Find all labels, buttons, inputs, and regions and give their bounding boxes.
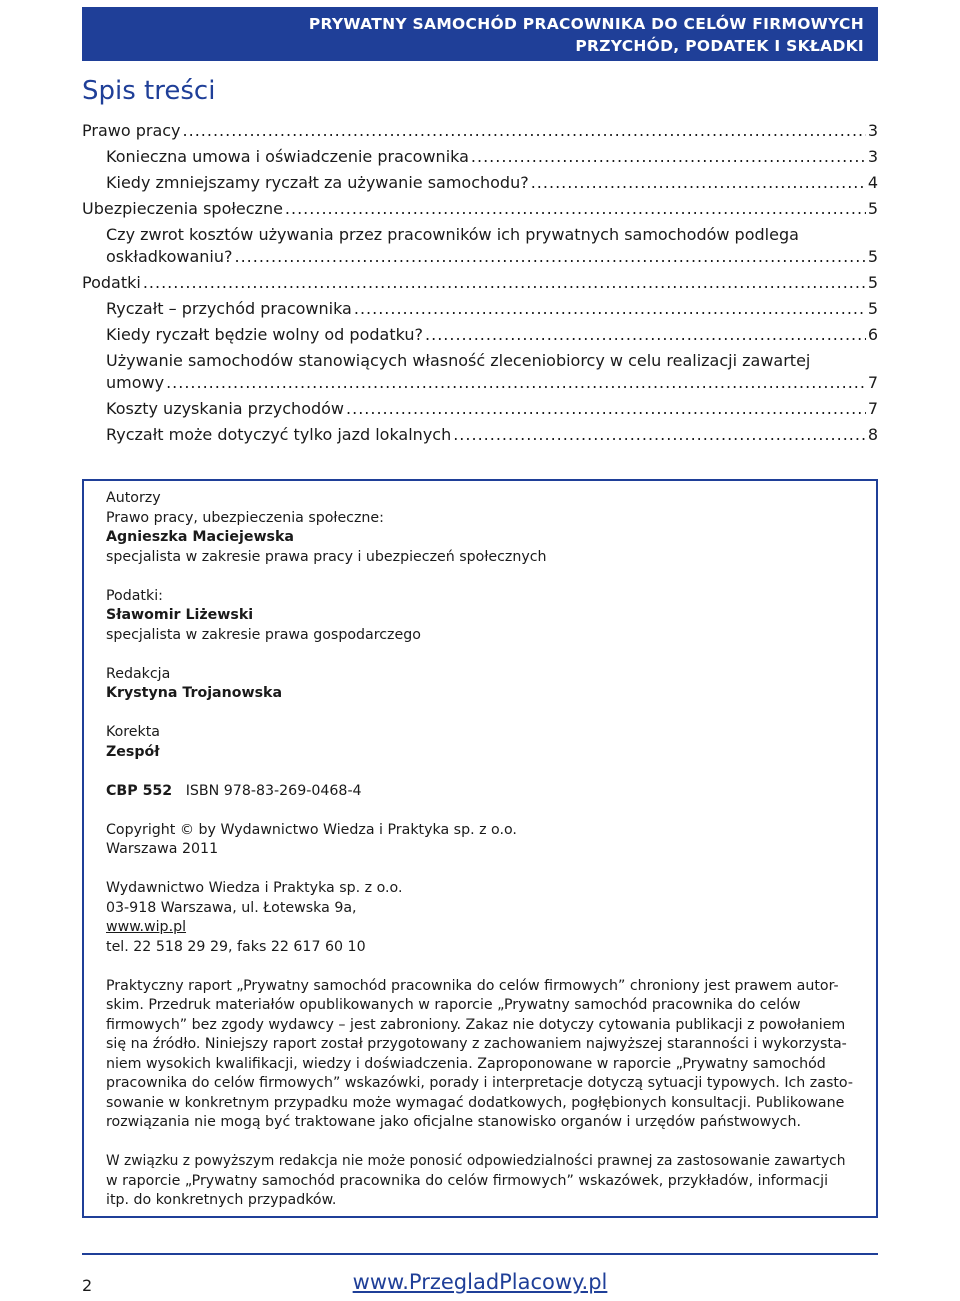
credits-box (82, 479, 878, 1218)
publisher-address: 03-918 Warszawa, ul. Łotewska 9a, (106, 899, 357, 916)
toc-page-number: 5 (867, 247, 878, 266)
toc-leader-dots (183, 120, 866, 142)
toc-leader-dots (285, 198, 866, 220)
toc-entry-ryczalt-wolny[interactable] (82, 324, 878, 346)
toc-entry-label: Podatki (82, 273, 141, 292)
toc-page-number: 5 (867, 273, 878, 292)
toc-entry-label: umowy (106, 373, 165, 392)
toc-page-number: 5 (867, 199, 878, 218)
disclaimer-line: pracownika do celów firmowych” wskazówki, porady i interpretacje dotyczą sytuacji typowych. Ich zasto- (106, 1075, 853, 1091)
toc-title: Spis treści (82, 76, 216, 106)
toc-page-number: 6 (867, 325, 878, 344)
disclaimer-line: w raporcie „Prywatny samochód pracownika do celów firmowych” wskazówek, przykładów, informacji (106, 1172, 829, 1189)
toc-entry-label: Prawo pracy (82, 121, 181, 140)
isbn: ISBN 978-83-269-0468-4 (185, 782, 362, 799)
toc-page-number: 3 (867, 147, 878, 166)
toc-page-number: 7 (867, 399, 878, 418)
toc-leader-dots (354, 298, 866, 320)
toc-leader-dots (235, 246, 866, 268)
copyright-notice: Copyright © by Wydawnictwo Wiedza i Praktyka sp. z o.o. (106, 821, 517, 838)
toc-page-number: 3 (867, 121, 878, 140)
toc-entry-podatki[interactable] (82, 272, 878, 294)
disclaimer-line: niem wysokich kwalifikacji, wiedzy i doświadczenia. Zaproponowane w raporcie „Prywatny samochód (106, 1055, 826, 1072)
disclaimer-line: Praktyczny raport „Prywatny samochód pracownika do celów firmowych” chroniony jest prawem autor- (106, 977, 839, 994)
labor-author-name: Agnieszka Maciejewska (106, 529, 295, 545)
labor-author-role: specjalista w zakresie prawa pracy i ubezpieczeń społecznych (106, 548, 547, 565)
toc-leader-dots (346, 398, 866, 420)
labor-label: Prawo pracy, ubezpieczenia społeczne: (106, 509, 384, 526)
table-of-contents (82, 120, 878, 450)
toc-entry-label: Koszty uzyskania przychodów (106, 399, 345, 418)
publisher-name: Wydawnictwo Wiedza i Praktyka sp. z o.o. (106, 880, 403, 896)
toc-entry-kiedy-zmniejszamy[interactable] (82, 172, 878, 194)
page-number: 2 (82, 1276, 93, 1295)
disclaimer-line: W związku z powyższym redakcja nie może ponosić odpowiedzialności prawnej za zastosowanie zawartych (106, 1153, 846, 1169)
toc-entry-label: Konieczna umowa i oświadczenie pracownika (106, 147, 469, 166)
report-header-banner (82, 7, 878, 61)
cbp-code: CBP 552 (106, 782, 173, 799)
disclaimer-line: sowanie w konkretnym przypadku może wymagać dodatkowych, pogłębionych konsultacji. Publikowane (106, 1094, 845, 1111)
toc-entry-label: Ryczałt – przychód pracownika (106, 299, 352, 318)
toc-entry-label: Kiedy zmniejszamy ryczałt za używanie samochodu? (106, 173, 529, 192)
toc-page-number: 4 (867, 173, 878, 192)
toc-entry-jazdy-lokalne[interactable] (82, 424, 878, 446)
toc-entry-koszty-uzyskania[interactable] (82, 398, 878, 420)
disclaimer-paragraph-2 (106, 1152, 854, 1211)
header-title: PRYWATNY SAMOCHÓD PRACOWNIKA DO CELÓW FIRMOWYCH (308, 15, 864, 33)
toc-page-number: 8 (867, 425, 878, 444)
disclaimer-line: firmowych” bez zgody wydawcy – jest zabroniony. Zakaz nie dotyczy cytowania publikacji z powołaniem (106, 1016, 846, 1033)
toc-leader-dots (143, 272, 866, 294)
header-subtitle: PRZYCHÓD, PODATEK I SKŁADKI (575, 37, 864, 55)
editor-name: Krystyna Trojanowska (106, 685, 283, 701)
editor-label: Redakcja (106, 665, 171, 682)
tax-label: Podatki: (106, 587, 163, 604)
disclaimer-line: itp. do konkretnych przypadków. (106, 1192, 337, 1208)
toc-page-number: 5 (867, 299, 878, 318)
tax-author-name: Sławomir Liżewski (106, 607, 254, 623)
toc-leader-dots (531, 172, 866, 194)
toc-entry-uzywanie-samochodow[interactable] (82, 350, 878, 394)
toc-leader-dots (471, 146, 866, 168)
toc-entry-konieczna-umowa[interactable] (82, 146, 878, 168)
toc-entry-ubezpieczenia[interactable] (82, 198, 878, 220)
proofreading-name: Zespół (106, 743, 160, 760)
toc-entry-label-line1: Czy zwrot kosztów używania przez pracowników ich prywatnych samochodów podlega (106, 225, 799, 244)
tax-author-role: specjalista w zakresie prawa gospodarczego (106, 626, 421, 643)
toc-entry-label: Ryczałt może dotyczyć tylko jazd lokalnych (106, 425, 452, 444)
footer-website-link[interactable]: www.PrzegladPlacowy.pl (352, 1270, 608, 1294)
footer-divider (82, 1253, 878, 1255)
toc-leader-dots (425, 324, 866, 346)
toc-entry-prawo-pracy[interactable] (82, 120, 878, 142)
city-year: Warszawa 2011 (106, 841, 219, 857)
toc-page-number: 7 (867, 373, 878, 392)
publisher-phone: tel. 22 518 29 29, faks 22 617 60 10 (106, 938, 366, 955)
disclaimer-line: się na źródło. Niniejszy raport został przygotowany z zachowaniem najwyższej staranności i wykorzysta- (106, 1036, 847, 1052)
publisher-website-link[interactable]: www.wip.pl (106, 919, 187, 935)
toc-entry-label: Ubezpieczenia społeczne (82, 199, 283, 218)
disclaimer-line: skim. Przedruk materiałów opublikowanych w raporcie „Prywatny samochód pracownika do celów (106, 997, 801, 1013)
toc-entry-label-line1: Używanie samochodów stanowiących własność zleceniobiorcy w celu realizacji zawartej (106, 351, 811, 370)
disclaimer-paragraph-1 (106, 977, 854, 1133)
authors-heading: Autorzy (106, 490, 161, 506)
toc-entry-label: oskładkowaniu? (106, 247, 233, 266)
toc-entry-ryczalt-przychod[interactable] (82, 298, 878, 320)
toc-leader-dots (166, 372, 866, 394)
toc-entry-label: Kiedy ryczałt będzie wolny od podatku? (106, 325, 424, 344)
toc-leader-dots (453, 424, 866, 446)
proofreading-label: Korekta (106, 724, 160, 740)
toc-entry-zwrot-kosztow[interactable] (82, 224, 878, 268)
disclaimer-line: rozwiązania nie mogą być traktowane jako oficjalne stanowisko organów i urzędów państwowych. (106, 1114, 801, 1130)
